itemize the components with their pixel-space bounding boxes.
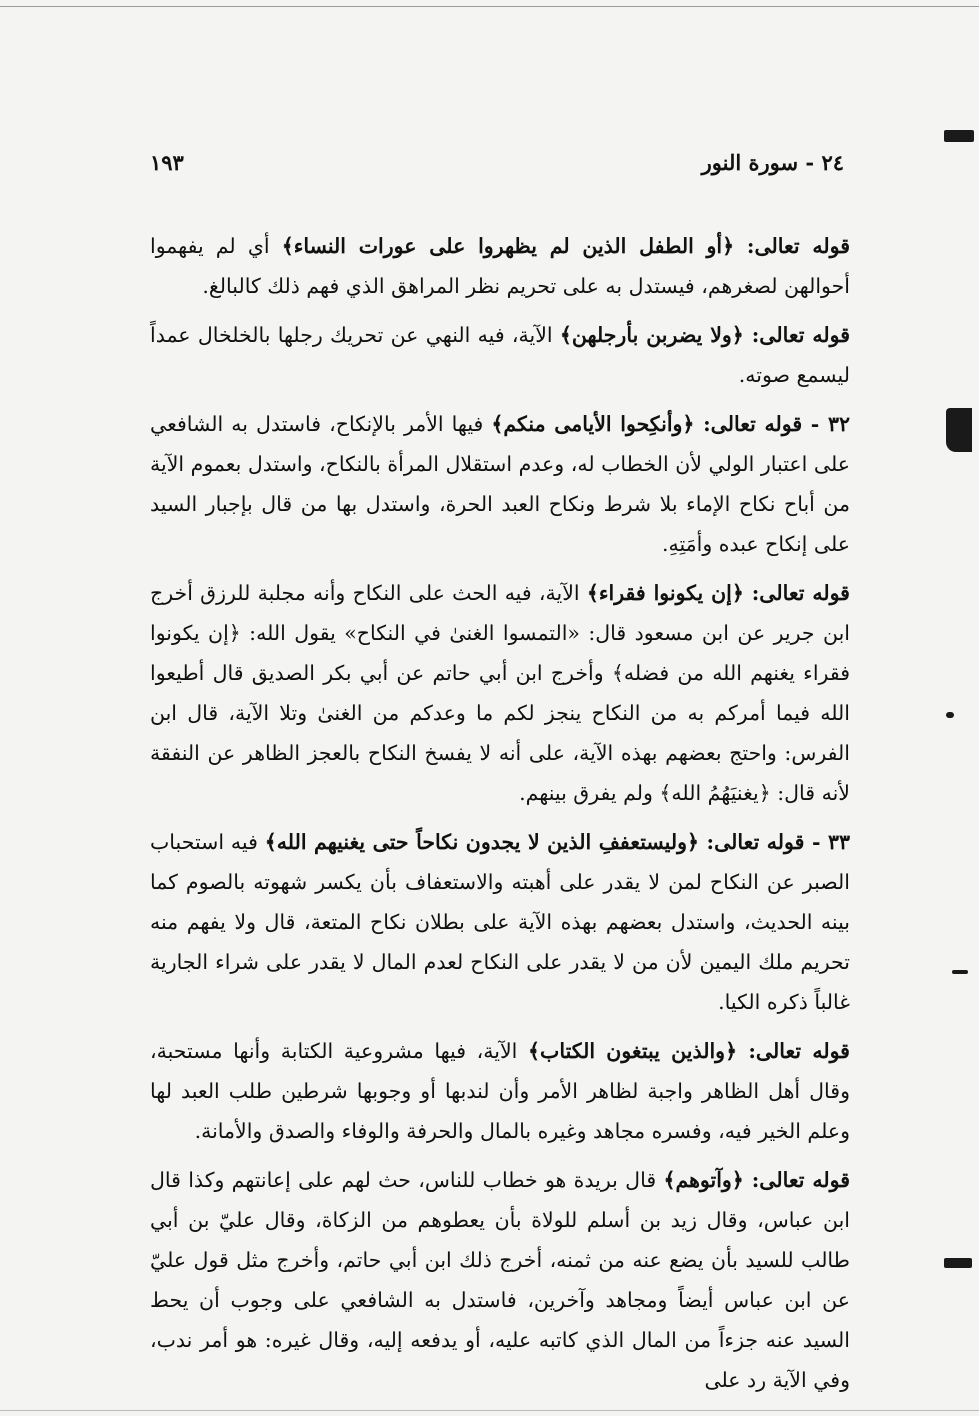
paragraph [150,404,850,564]
scan-edge-mark [944,130,974,142]
commentary-text: الآية، فيه الحث على النكاح وأنه مجلبة للرزق أخرج ابن جرير عن ابن مسعود قال: «التمسوا الغنىٰ في النكاح» يقول الله: ﴿إن يكونوا فقراء يغنهم الله من فضله﴾ وأخرج ابن أبي حاتم عن أبي بكر الصديق قال أطيعوا الله فيما أمركم به من النكاح ينجز لكم ما وعدكم من الغنىٰ وتلا الآية، قال ابن الفرس: واحتج بعضهم بهذه الآية، على أنه لا يفسخ النكاح بالعجز الظاهر عن النفقة لأنه قال: ﴿يغنيَهُمُ الله﴾ ولم يفرق بينهم. [150,581,850,805]
page-header [150,145,844,179]
paragraph [150,1031,850,1151]
paragraph [150,822,850,1022]
scan-edge-mark [952,970,968,974]
top-edge-line [0,6,979,7]
commentary-text: فيه استحباب الصبر عن النكاح لمن لا يقدر على أهبته والاستعفاف بأن يكسر شهوته بالصوم كما بينه الحديث، واستدل بعضهم بهذه الآية على بطلان نكاح المتعة، قال ولا يفهم منه تحريم ملك اليمين لأن من لا يقدر على النكاح لعدم المال لا يقدر على شراء الجارية غالباً ذكره الكيا. [150,830,850,1014]
commentary-text: الآية، فيها مشروعية الكتابة وأنها مستحبة، وقال أهل الظاهر واجبة لظاهر الأمر وأن لندبها أو وجوبها شرطين طلب العبد لها وعلم الخير فيه، وفسره مجاهد وغيره بالمال والحرفة والوفاء والصدق والأمانة. [150,1039,850,1143]
verse-lead: قوله تعالى: ﴿ولا يضربن بأرجلهن﴾ [559,323,850,347]
scan-edge-mark [944,1258,972,1268]
scan-edge-mark [946,712,954,718]
bottom-edge-line [0,1410,979,1411]
commentary-text: الآية، فيه النهي عن تحريك رجلها بالخلخال عمداً ليسمع صوته. [150,323,850,387]
verse-lead: قوله تعالى: ﴿والذين يبتغون الكتاب﴾ [528,1039,850,1063]
chapter-title: ٢٤ - سورة النور [701,149,844,175]
page-body [150,226,850,1409]
paragraph [150,315,850,395]
page-number: ١٩٣ [150,149,184,175]
verse-lead: قوله تعالى: ﴿أو الطفل الذين لم يظهروا على عورات النساء﴾ [281,234,850,258]
paragraph [150,573,850,813]
commentary-text: أي لم يفهموا أحوالهن لصغرهم، فيستدل به على تحريم نظر المراهق الذي فهم ذلك كالبالغ. [150,234,850,298]
verse-lead: ٣٣ - قوله تعالى: ﴿وليستعففِ الذين لا يجدون نكاحاً حتى يغنيهم الله﴾ [264,830,850,854]
commentary-text: فيها الأمر بالإنكاح، فاستدل به الشافعي على اعتبار الولي لأن الخطاب له، وعدم استقلال المرأة بالنكاح، واستدل بعموم الآية من أباح نكاح الإماء بلا شرط ونكاح العبد الحرة، واستدل بها من قال بإجبار السيد على إنكاح عبده وأمَتِهِ. [150,412,850,556]
commentary-text: قال بريدة هو خطاب للناس، حث لهم على إعانتهم وكذا قال ابن عباس، وقال زيد بن أسلم للولاة بأن يعطوهم من الزكاة، وقال عليّ بن أبي طالب للسيد بأن يضع عنه من ثمنه، أخرج ذلك ابن أبي حاتم، وأخرج مثل قول عليّ عن ابن عباس أيضاً ومجاهد وآخرين، فاستدل به الشافعي على وجوب أن يحط السيد عنه جزءاً من المال الذي كاتبه عليه، أو يدفعه إليه، وقال غيره: هو أمر ندب، وفي الآية رد على [150,1168,850,1392]
verse-lead: ٣٢ - قوله تعالى: ﴿وأنكِحوا الأيامى منكم﴾ [491,412,851,436]
scan-edge-mark [946,408,972,452]
paragraph [150,226,850,306]
verse-lead: قوله تعالى: ﴿وآتوهم﴾ [663,1168,851,1192]
verse-lead: قوله تعالى: ﴿إن يكونوا فقراء﴾ [586,581,850,605]
paragraph [150,1160,850,1400]
